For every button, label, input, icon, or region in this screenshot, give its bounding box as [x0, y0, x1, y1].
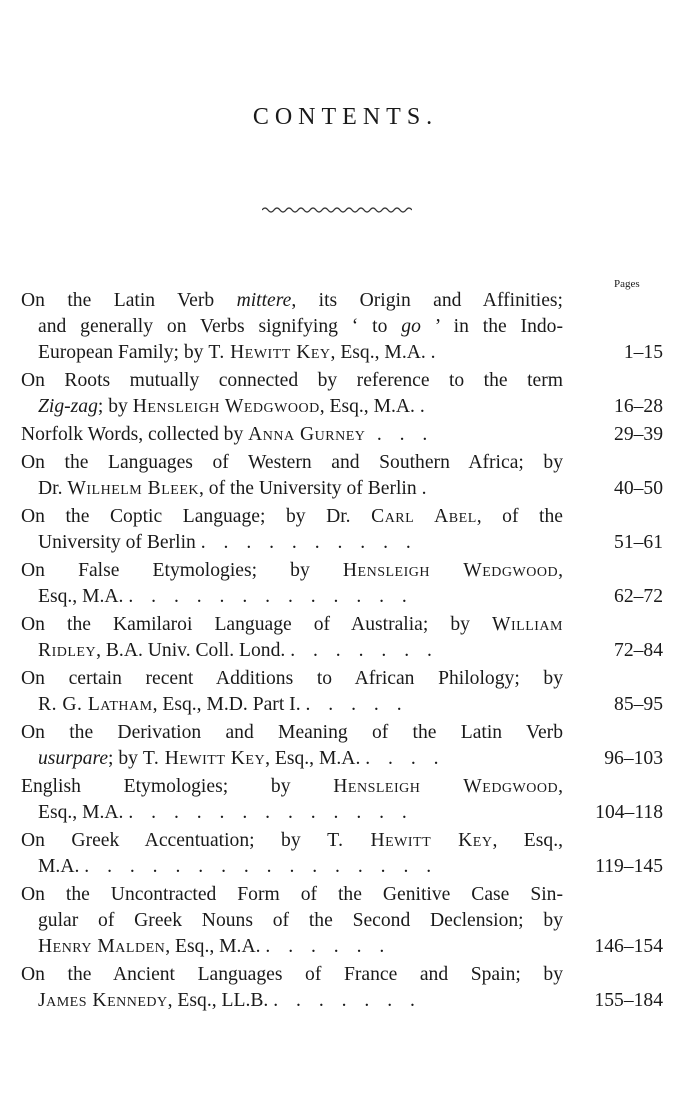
entry-segment: go [401, 316, 421, 337]
entry-line [0, 828, 691, 854]
entry-segment: On the Coptic Language; by Dr. [21, 506, 372, 527]
leader-dots: . . . . . [305, 694, 409, 715]
entry-text [38, 584, 413, 610]
page-range: 119–145 [595, 856, 663, 877]
entry-segment: Norfolk Words, collected by [21, 424, 249, 445]
entry-line [0, 612, 691, 638]
entry-text [38, 988, 421, 1014]
entry-line [0, 288, 691, 314]
entry-line [0, 314, 691, 340]
page-range: 155–184 [594, 990, 663, 1011]
entry-segment: Wilhelm Bleek [67, 478, 199, 499]
entry-line [0, 692, 691, 718]
entry-text [21, 450, 563, 476]
page-range: 29–39 [614, 424, 663, 445]
entry-line [0, 882, 691, 908]
entry-segment: , Esq., M.A. . [330, 342, 436, 363]
entry-segment: Zig-zag [38, 396, 98, 417]
entry-line [0, 720, 691, 746]
entry-text [21, 882, 563, 908]
page-range: 16–28 [614, 396, 663, 417]
entry-text [38, 314, 563, 340]
entry-segment: European Family; by [38, 342, 209, 363]
leader-dots: . . . . . . . . . . . . . [128, 802, 414, 823]
contents-entry [0, 288, 691, 366]
entry-segment: , Esq., [492, 830, 563, 851]
entry-text [38, 394, 425, 420]
entry-segment: On the Kamilaroi Language of Australia; by [21, 614, 493, 635]
entry-text [21, 720, 563, 746]
entry-segment: William [492, 614, 563, 635]
entry-segment: Anna Gurney [248, 424, 366, 445]
entry-segment: Hensleigh Wedgwood [342, 560, 559, 581]
pages-column-header: Pages [614, 278, 640, 290]
entry-text [21, 962, 563, 988]
entry-line [0, 962, 691, 988]
entry-segment: T. Hewitt Key [208, 342, 331, 363]
entry-segment: , Esq., LL.B. [167, 990, 274, 1011]
entry-segment: On the Latin Verb [21, 290, 237, 311]
entry-segment: On the Uncontracted Form of the Genitive Case Sin- [21, 884, 563, 905]
entry-line [0, 774, 691, 800]
entry-segment: Carl Abel [371, 506, 477, 527]
entry-text [38, 692, 408, 718]
entry-segment: ’ in the Indo- [420, 316, 563, 337]
entry-line [0, 422, 691, 448]
entry-segment: R. G. Latham [38, 694, 153, 715]
entry-text [38, 934, 391, 960]
contents-entry [0, 882, 691, 960]
entry-line [0, 340, 691, 366]
entry-line [0, 934, 691, 960]
entry-segment: Henry Malden [38, 936, 166, 957]
entry-line [0, 666, 691, 692]
page-title: CONTENTS. [252, 104, 439, 130]
contents-entry [0, 612, 691, 664]
contents-list [0, 288, 691, 1014]
entry-text [38, 746, 445, 772]
entry-line [0, 530, 691, 556]
entry-text [38, 800, 413, 826]
entry-segment: English Etymologies; by [21, 776, 334, 797]
page-range: 96–103 [604, 748, 663, 769]
entry-segment: , Esq., M.A. [265, 748, 366, 769]
entry-segment: , [558, 776, 563, 797]
entry-text [21, 666, 563, 692]
leader-dots: . . . . . . [265, 936, 391, 957]
entry-line [0, 394, 691, 420]
entry-line [0, 368, 691, 394]
entry-line [0, 504, 691, 530]
leader-dots: . . . . . . . [273, 990, 422, 1011]
entry-segment: Hensleigh Wedgwood [132, 396, 320, 417]
entry-text [21, 774, 563, 800]
entry-text [21, 288, 563, 314]
entry-segment: gular of Greek Nouns of the Second Declension; by [38, 910, 563, 931]
page-range: 104–118 [595, 802, 663, 823]
contents-entry [0, 666, 691, 718]
entry-segment: James Kennedy [38, 990, 168, 1011]
contents-entry [0, 720, 691, 772]
entry-segment: and generally on Verbs signifying ‘ to [38, 316, 402, 337]
entry-segment: On Greek Accentuation; by [21, 830, 328, 851]
entry-line [0, 800, 691, 826]
entry-segment: usurpare [38, 748, 109, 769]
entry-segment: , B.A. Univ. Coll. Lond. [96, 640, 291, 661]
leader-dots: . . . [365, 424, 434, 445]
entry-line [0, 638, 691, 664]
entry-segment: On the Derivation and Meaning of the Latin Verb [21, 722, 563, 743]
leader-dots: . . . . . . . . . . [200, 532, 418, 553]
page-range: 40–50 [614, 478, 663, 499]
entry-segment: , Esq., M.A. . [319, 396, 425, 417]
entry-segment: Esq., M.A. [38, 586, 129, 607]
page-range: 1–15 [623, 342, 663, 363]
entry-segment: , Esq., M.D. Part I. [152, 694, 306, 715]
leader-dots: . . . . . . . . . . . . . [128, 586, 414, 607]
ornamental-rule [262, 205, 412, 215]
contents-entry [0, 774, 691, 826]
entry-segment: T. Hewitt Key [327, 830, 493, 851]
entry-text [21, 612, 563, 638]
entry-segment: Ridley [38, 640, 97, 661]
entry-line [0, 854, 691, 880]
contents-entry [0, 422, 691, 448]
entry-segment: Dr. [38, 478, 68, 499]
entry-line [0, 450, 691, 476]
contents-entry [0, 504, 691, 556]
entry-text [21, 558, 563, 584]
entry-text [38, 476, 426, 502]
entry-text [21, 828, 563, 854]
entry-segment: On certain recent Additions to African Philology; by [21, 668, 563, 689]
entry-text [38, 530, 417, 556]
leader-dots: . . . . . . . . . . . . . . . . [84, 856, 438, 877]
contents-entry [0, 962, 691, 1014]
entry-segment: , Esq., M.A. [165, 936, 266, 957]
entry-segment: Esq., M.A. [38, 802, 129, 823]
entry-text [21, 368, 563, 394]
page-range: 85–95 [614, 694, 663, 715]
contents-entry [0, 450, 691, 502]
entry-text [38, 340, 436, 366]
entry-line [0, 746, 691, 772]
entry-segment: University of Berlin [38, 532, 201, 553]
page-range: 72–84 [614, 640, 663, 661]
leader-dots: . . . . . . . [290, 640, 439, 661]
contents-entry [0, 828, 691, 880]
contents-entry [0, 558, 691, 610]
entry-segment: On Roots mutually connected by reference to the term [21, 370, 563, 391]
entry-segment: On the Languages of Western and Southern Africa; by [21, 452, 563, 473]
entry-line [0, 584, 691, 610]
entry-line [0, 558, 691, 584]
entry-text [38, 854, 438, 880]
entry-segment: mittere [236, 290, 292, 311]
entry-segment: M.A. [38, 856, 85, 877]
entry-text [21, 504, 563, 530]
entry-segment: Hensleigh Wedgwood [333, 776, 559, 797]
entry-segment: , of the [476, 506, 563, 527]
page-range: 146–154 [594, 936, 663, 957]
entry-segment: T. Hewitt Key [142, 748, 266, 769]
entry-segment: , its Origin and Affinities; [291, 290, 563, 311]
leader-dots: . . . . [365, 748, 446, 769]
page-range: 62–72 [614, 586, 663, 607]
entry-line [0, 988, 691, 1014]
entry-segment: , of the University of Berlin . [199, 478, 427, 499]
entry-segment: ; by [108, 748, 143, 769]
entry-text [38, 908, 563, 934]
contents-entry [0, 368, 691, 420]
entry-text [21, 422, 434, 448]
entry-line [0, 908, 691, 934]
entry-segment: , [558, 560, 563, 581]
entry-segment: ; by [97, 396, 133, 417]
entry-text [38, 638, 438, 664]
entry-segment: On the Ancient Languages of France and Spain; by [21, 964, 563, 985]
page-range: 51–61 [614, 532, 663, 553]
entry-segment: On False Etymologies; by [21, 560, 343, 581]
entry-line [0, 476, 691, 502]
